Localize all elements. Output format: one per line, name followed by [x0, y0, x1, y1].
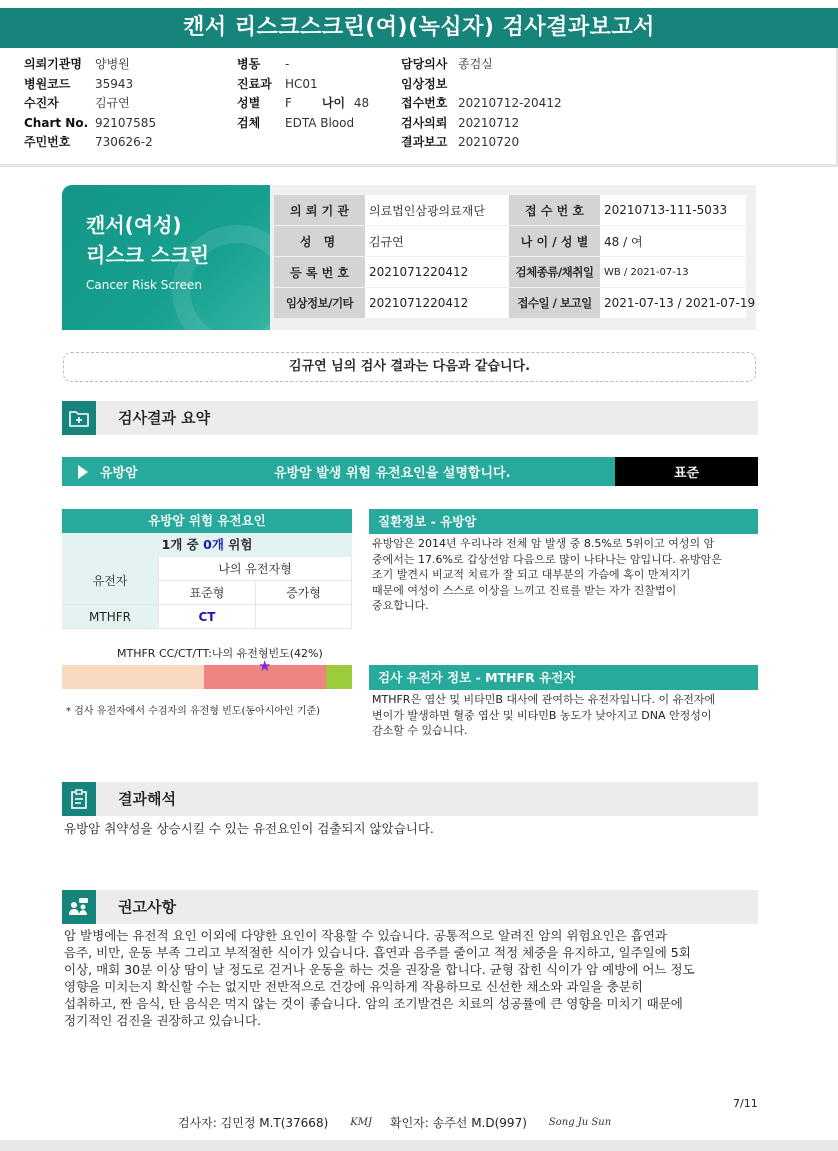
info-value: 의료법인삼광의료재단 [365, 195, 509, 226]
gene-name-cell: MTHFR [62, 605, 159, 629]
info-row [274, 226, 752, 257]
gene-info-line: MTHFR은 엽산 및 비타민B 대사에 관여하는 유전자입니다. 이 유전자에 [372, 693, 716, 706]
info-value: 2021071220412 [365, 257, 509, 288]
sex-label: 성별 [237, 96, 261, 110]
report-date-value: 20210720 [458, 135, 520, 149]
interpretation-section-title: 결과해석 [118, 790, 176, 808]
gene-info-title: 검사 유전자 정보 - MTHFR 유전자 [369, 665, 758, 690]
greeting-banner: 김규연 님의 검사 결과는 다음과 같습니다. [63, 352, 756, 382]
frequency-segment [326, 665, 352, 689]
my-genotype-star-icon: ★ [258, 657, 272, 675]
disease-info-line: 유방암은 2014년 우리나라 전체 암 발생 중 8.5%로 5위이고 여성의 암 [372, 537, 715, 550]
disease-info-text [372, 536, 756, 614]
frequency-caption: MTHFR CC/CT/TT:나의 유전형빈도(42%) [117, 647, 323, 660]
info-value: 20210713-111-5033 [600, 195, 746, 226]
hospital-code-label: 병원코드 [24, 76, 71, 91]
col-header-increase: 증가형 [256, 581, 352, 605]
department-label: 진료과 [237, 76, 272, 91]
gene-info-text [372, 692, 756, 739]
breast-cancer-bar-left [62, 457, 615, 486]
patient-value: 김규연 [95, 96, 130, 110]
interpretation-text: 유방암 취약성을 상승시킬 수 있는 유전요인이 검출되지 않았습니다. [64, 821, 434, 836]
cover-card [62, 185, 270, 330]
header-col-2 [237, 55, 369, 133]
request-date-label: 검사의뢰 [401, 115, 448, 130]
disease-name: 유방암 [100, 466, 138, 481]
info-value: 김규연 [365, 226, 509, 257]
receipt-no-label: 접수번호 [401, 96, 448, 110]
frequency-bar [62, 665, 352, 689]
disease-info-line: 중에서는 17.6%로 갑상선암 다음으로 많이 나타나는 암입니다. 유방암은 [372, 552, 722, 566]
folder-plus-icon [62, 401, 96, 435]
info-row [274, 257, 752, 288]
disease-info-line: 때문에 여성이 스스로 이상을 느끼고 진료를 받는 자가 진찰법이 [372, 583, 677, 597]
header-col-3 [401, 55, 562, 153]
doctor-value: 종검실 [458, 57, 493, 71]
doctor-label: 담당의사 [401, 57, 448, 71]
report-date-label: 결과보고 [401, 135, 448, 149]
count-prefix: 1개 중 [161, 537, 199, 552]
disease-info-line: 조기 발견시 비교적 치료가 잘 되고 대부분의 가슴에 혹이 만져지기 [372, 568, 691, 581]
gene-table-title: 유방암 위험 유전요인 [62, 509, 352, 533]
info-value: 2021-07-13 / 2021-07-19 [600, 288, 746, 319]
recommendation-line: 이상, 매회 30분 이상 땀이 날 정도로 걷거나 운동을 하는 것을 권장을 합니다. 균형 잡힌 식이가 암 예방에 어느 정도 [64, 962, 695, 977]
recommendation-line: 영향을 미치는지 확신할 수는 없지만 전반적으로 건강에 유익하게 작용하므로 신선한 채소와 과일을 충분히 [64, 979, 643, 994]
tester-info: 검사자: 김민정 M.T(37668) [178, 1116, 329, 1130]
gene-info-line: 감소할 수 있습니다. [372, 724, 468, 737]
receipt-no-value: 20210712-20412 [458, 96, 562, 110]
gene-info-line: 변이가 발생하면 혈중 엽산 및 비타민B 농도가 낮아지고 DNA 안정성이 [372, 708, 712, 722]
recommendation-section-header [62, 890, 758, 924]
clinical-info-label: 임상정보 [401, 76, 448, 91]
age-label: 나이 [321, 96, 346, 110]
recommendation-line: 정기적인 검진을 권장하고 있습니다. [64, 1013, 262, 1028]
info-value: 2021071220412 [365, 288, 509, 319]
col-header-gene: 유전자 [62, 557, 159, 605]
risk-grade-badge: 표준 [615, 457, 758, 486]
info-label: 임상정보/기타 [274, 288, 365, 319]
age-value: 48 [353, 96, 370, 110]
info-table [270, 185, 756, 330]
cover-title-1: 캔서(여성) [86, 213, 182, 237]
requester-label: 의뢰기관명 [24, 57, 82, 71]
specimen-value: EDTA Blood [285, 115, 355, 130]
bottom-rule [0, 1140, 838, 1151]
info-row [274, 195, 752, 226]
signature-footer [178, 1114, 629, 1131]
specimen-label: 검체 [237, 115, 261, 130]
report-title: 캔서 리스크스크린(여)(녹십자) 검사결과보고서 [0, 8, 838, 48]
play-triangle-icon [78, 465, 88, 479]
chart-no-label: Chart No. [24, 115, 89, 130]
summary-section-header [62, 401, 758, 435]
hospital-code-value: 35943 [95, 76, 134, 91]
my-genotype-header: 나의 유전자형 [159, 557, 352, 581]
header-col-1 [24, 55, 156, 153]
interpretation-section-header [62, 782, 758, 816]
info-label: 성 명 [274, 226, 365, 257]
info-label: 검체종류/채취일 [509, 257, 600, 288]
info-value: 48 / 여 [600, 226, 746, 257]
recommendation-line: 음주, 비만, 운동 부족 그리고 부적절한 식이가 있습니다. 흡연과 음주를 줄이고 적정 체중을 유지하고, 일주일에 5회 [64, 945, 691, 960]
breast-cancer-bar [62, 457, 758, 486]
cover-title-2: 리스크 스크린 [86, 243, 209, 267]
resident-no-value: 730626-2 [95, 135, 153, 149]
disease-info-title: 질환정보 - 유방암 [369, 509, 758, 534]
info-row [274, 288, 756, 319]
info-label: 나 이 / 성 별 [509, 226, 600, 257]
info-value: WB / 2021-07-13 [600, 257, 746, 288]
recommendation-line: 섭취하고, 짠 음식, 탄 음식은 먹지 않는 것이 좋습니다. 암의 조기발견은 치료의 성공률에 큰 영향을 미치기 때문에 [64, 996, 683, 1011]
people-chat-icon [62, 890, 96, 924]
disease-description: 유방암 발생 위험 유전요인을 설명합니다. [274, 466, 511, 481]
recommendation-text [64, 927, 764, 1029]
ward-value: - [285, 57, 290, 71]
info-label: 등 록 번 호 [274, 257, 365, 288]
count-number: 0개 [203, 537, 224, 552]
header-rule [0, 164, 838, 167]
requester-value: 양병원 [95, 57, 130, 71]
increase-genotype-cell [256, 605, 352, 629]
page-number: 7/11 [733, 1097, 758, 1110]
cover-subtitle: Cancer Risk Screen [86, 278, 203, 292]
col-header-normal: 표준형 [159, 581, 256, 605]
summary-section-title: 검사결과 요약 [118, 409, 211, 427]
request-date-value: 20210712 [458, 115, 520, 130]
disease-info-line: 중요합니다. [372, 599, 429, 612]
ward-label: 병동 [237, 57, 261, 71]
normal-genotype-cell: CT [159, 605, 256, 629]
recommendation-section-title: 권고사항 [118, 898, 176, 916]
gene-risk-count [62, 533, 352, 557]
frequency-note: * 검사 유전자에서 수검자의 유전형 빈도(동아시아인 기준) [66, 706, 321, 717]
resident-no-label: 주민번호 [24, 135, 71, 149]
confirmer-signature: Song Ju Sun [548, 1117, 612, 1128]
info-label: 의 뢰 기 관 [274, 195, 365, 226]
gene-grid [62, 557, 352, 629]
recommendation-line: 암 발병에는 유전적 요인 이외에 다양한 요인이 작용할 수 있습니다. 공통적으로 알려진 암의 위험요인은 흡연과 [64, 928, 667, 943]
tester-signature: KMJ [350, 1117, 372, 1128]
confirmer-info: 확인자: 송주선 M.D(997) [389, 1116, 527, 1130]
chart-no-value: 92107585 [95, 115, 157, 130]
frequency-segment [62, 665, 204, 689]
sex-value: F [285, 96, 292, 110]
info-label: 접수일 / 보고일 [509, 288, 600, 319]
department-value: HC01 [285, 76, 318, 91]
count-suffix: 위험 [228, 537, 253, 552]
gene-risk-table [62, 509, 352, 629]
patient-label: 수진자 [24, 96, 59, 110]
info-label: 접 수 번 호 [509, 195, 600, 226]
clipboard-icon [62, 782, 96, 816]
